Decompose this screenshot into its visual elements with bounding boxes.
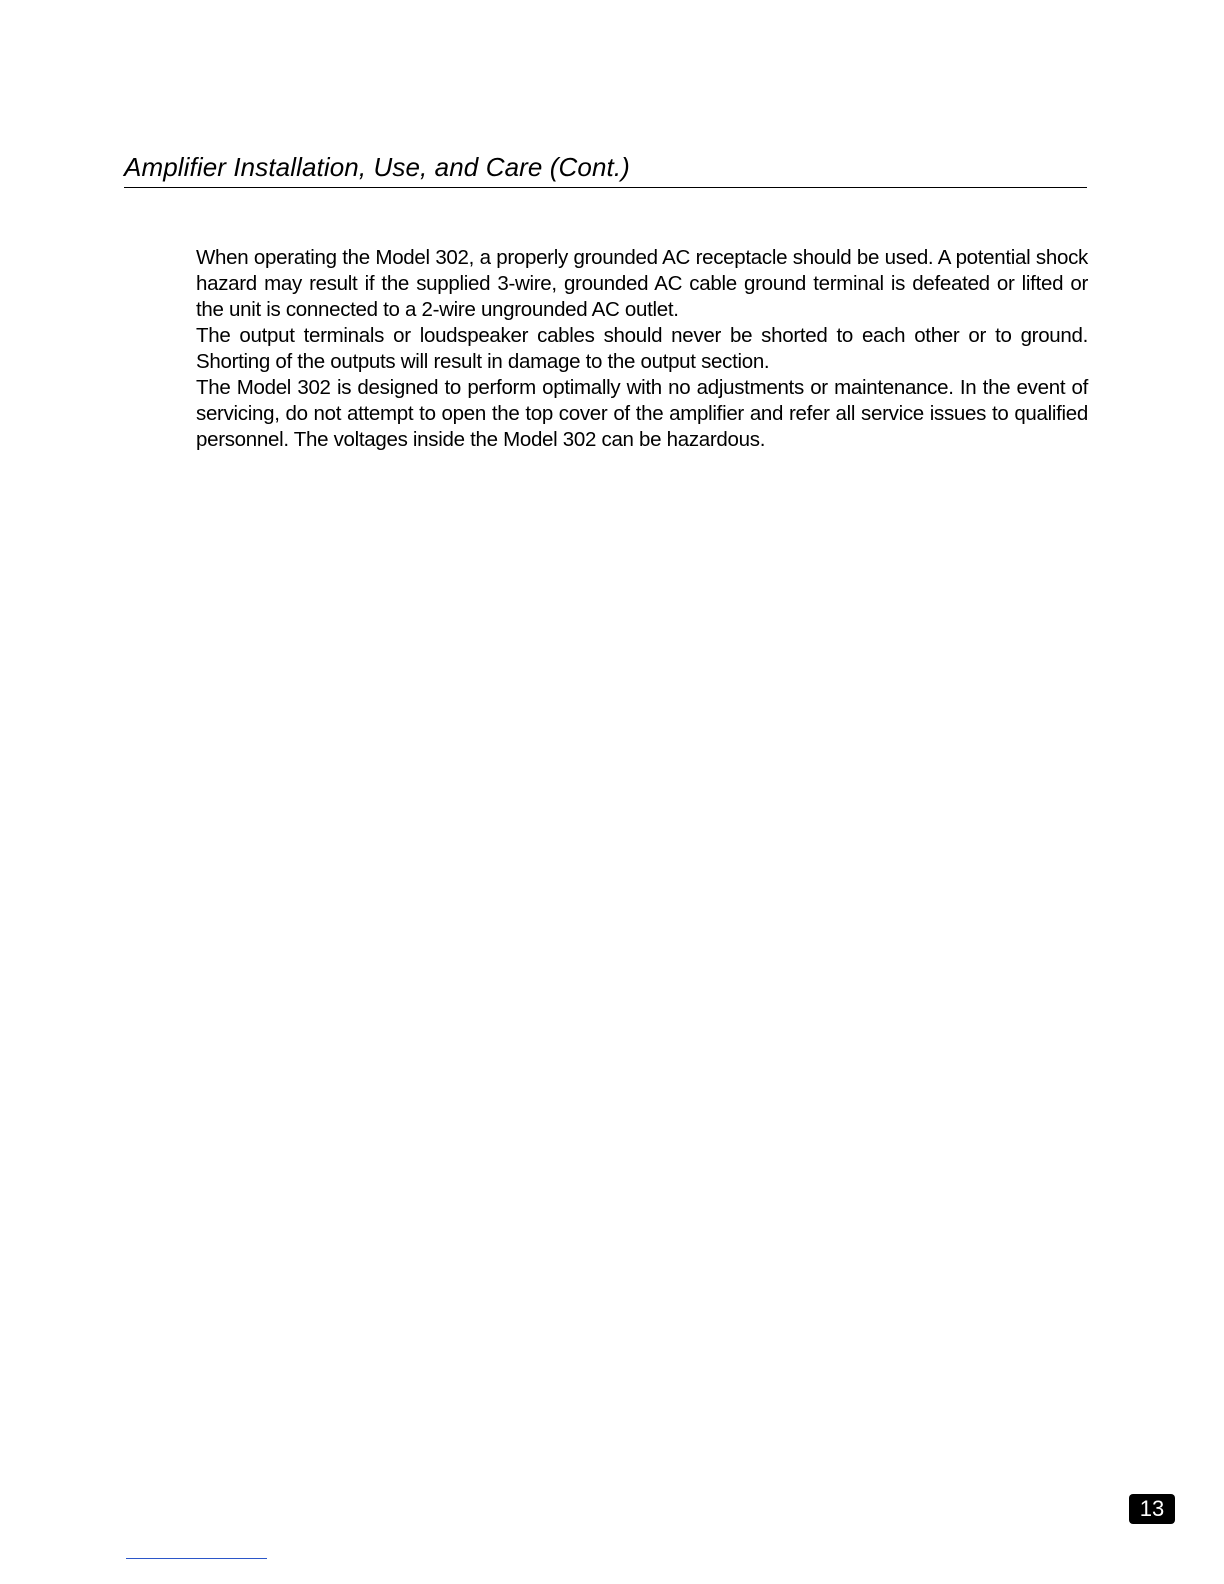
body-text — [196, 245, 1088, 453]
paragraph-output-terminals: The output terminals or loudspeaker cables should never be shorted to each other or to ground. Shorting of the outputs will result in damage to the output section. — [196, 324, 1088, 373]
section-title: Amplifier Installation, Use, and Care (Cont.) — [124, 152, 630, 182]
paragraph-servicing: The Model 302 is designed to perform optimally with no adjustments or maintenance. In the event of servicing, do not attempt to open the top cover of the amplifier and refer all service issues to qualified personnel. The voltages inside the Model 302 can be hazardous. — [196, 376, 1088, 451]
page-number-badge: 13 — [1129, 1494, 1175, 1524]
section-header — [124, 148, 1087, 188]
footer-divider — [126, 1558, 267, 1559]
paragraph-grounding: When operating the Model 302, a properly grounded AC receptacle should be used. A potential shock hazard may result if the supplied 3-wire, grounded AC cable ground terminal is defeated or lifted or the unit is connected to a 2-wire ungrounded AC outlet. — [196, 246, 1088, 321]
